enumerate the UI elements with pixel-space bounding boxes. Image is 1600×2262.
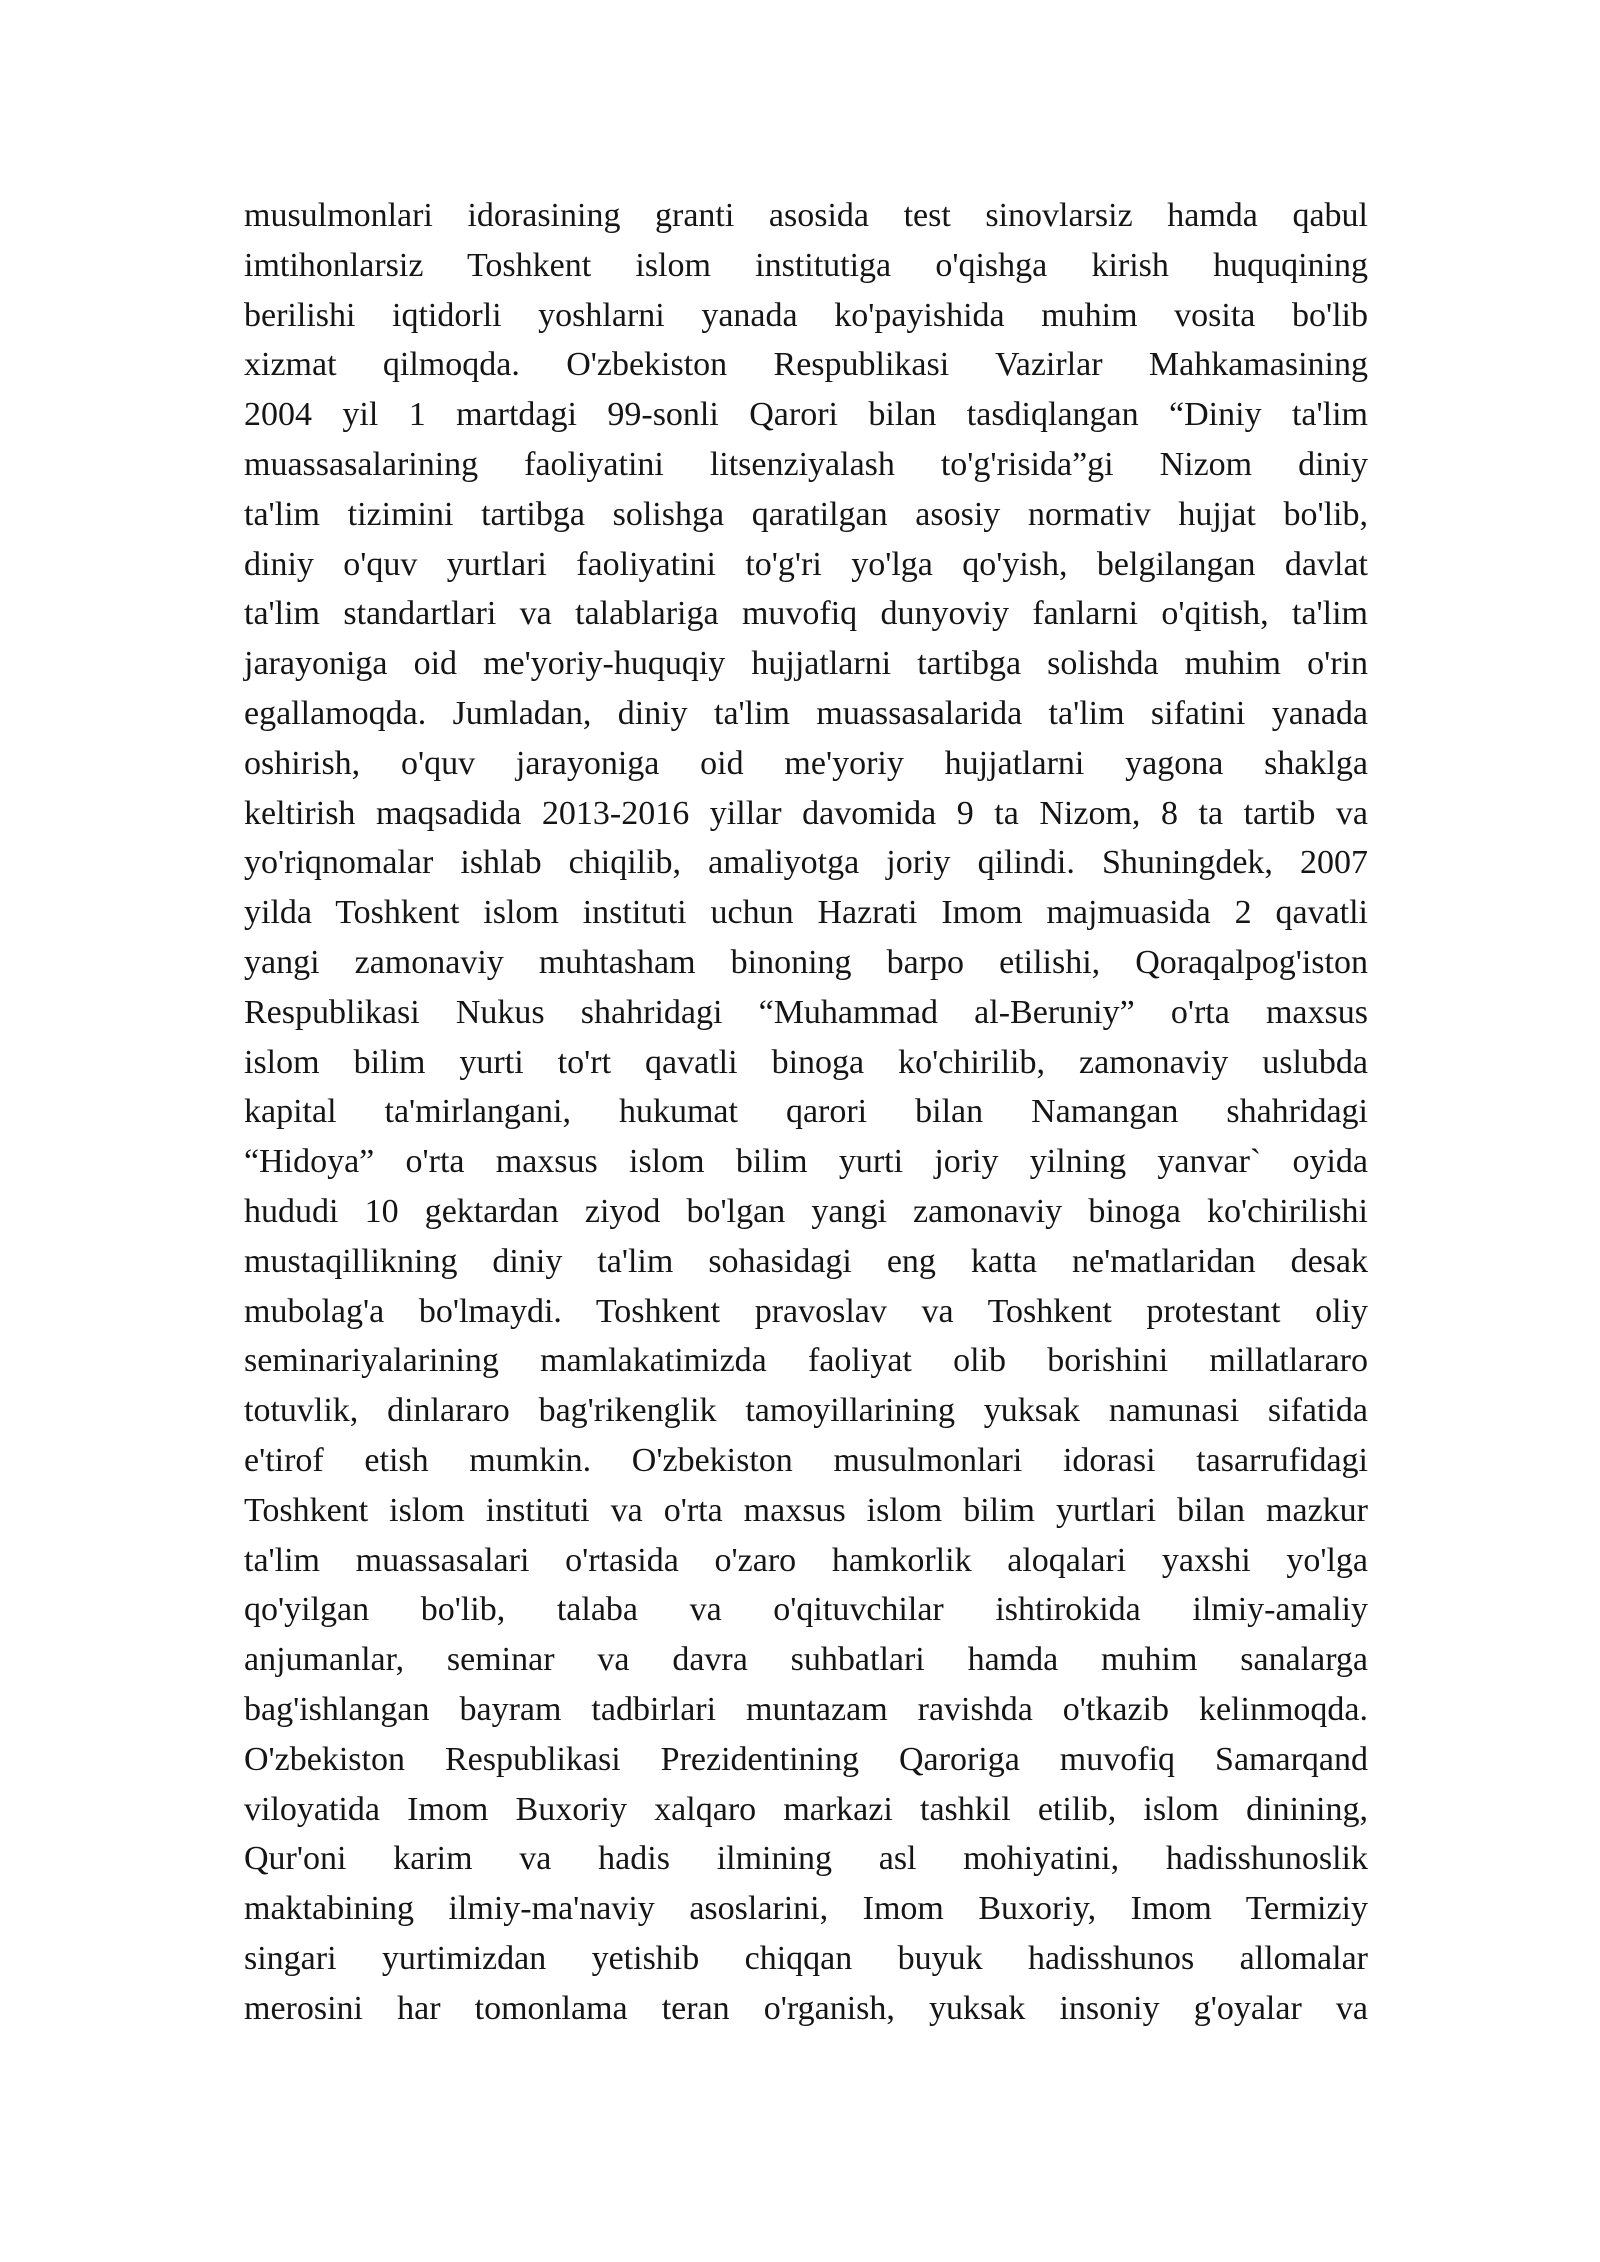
text-line: hududi 10 gektardan ziyod bo'lgan yangi zamonaviy binoga ko'chirilishi [244, 1192, 1368, 1230]
text-line: anjumanlar, seminar va davra suhbatlari hamda muhim sanalarga [244, 1641, 1368, 1679]
text-line: diniy o'quv yurtlari faoliyatini to'g'ri yo'lga qo'yish, belgilangan davlat [244, 545, 1368, 583]
text-line: Toshkent islom instituti va o'rta maxsus islom bilim yurtlari bilan mazkur [244, 1491, 1368, 1529]
text-line: Respublikasi Nukus shahridagi “Muhammad al-Beruniy” o'rta maxsus [244, 993, 1368, 1031]
text-line: musulmonlari idorasining granti asosida test sinovlarsiz hamda qabul [244, 197, 1368, 234]
text-line: imtihonlarsiz Toshkent islom institutiga o'qishga kirish huquqining [244, 246, 1368, 284]
body-text [244, 191, 1368, 2033]
text-line: muassasalarining faoliyatini litsenziyalash to'g'risida”gi Nizom diniy [244, 445, 1368, 483]
text-line: mustaqillikning diniy ta'lim sohasidagi eng katta ne'matlaridan desak [244, 1242, 1368, 1280]
text-line: singari yurtimizdan yetishib chiqqan buyuk hadisshunos allomalar [244, 1939, 1368, 1977]
text-line: oshirish, o'quv jarayoniga oid me'yoriy hujjatlarni yagona shaklga [244, 744, 1368, 782]
text-line: 2004 yil 1 martdagi 99-sonli Qarori bilan tasdiqlangan “Diniy ta'lim [244, 396, 1368, 434]
text-line: ta'lim standartlari va talablariga muvofiq dunyoviy fanlarni o'qitish, ta'lim [244, 595, 1368, 633]
text-line: kapital ta'mirlangani, hukumat qarori bilan Namangan shahridagi [244, 1093, 1368, 1131]
text-line: jarayoniga oid me'yoriy-huquqiy hujjatlarni tartibga solishda muhim o'rin [244, 645, 1368, 683]
text-line: qo'yilgan bo'lib, talaba va o'qituvchilar ishtirokida ilmiy-amaliy [244, 1591, 1368, 1629]
text-line: ta'lim muassasalari o'rtasida o'zaro hamkorlik aloqalari yaxshi yo'lga [244, 1541, 1368, 1579]
text-line: yangi zamonaviy muhtasham binoning barpo etilishi, Qoraqalpog'iston [244, 943, 1368, 981]
text-line: Qur'oni karim va hadis ilmining asl mohiyatini, hadisshunoslik [244, 1840, 1368, 1878]
text-line: bag'ishlangan bayram tadbirlari muntazam ravishda o'tkazib kelinmoqda. [244, 1690, 1368, 1728]
text-line: islom bilim yurti to'rt qavatli binoga ko'chirilib, zamonaviy uslubda [244, 1043, 1368, 1081]
text-line: totuvlik, dinlararo bag'rikenglik tamoyillarining yuksak namunasi sifatida [244, 1392, 1368, 1430]
text-line: viloyatida Imom Buxoriy xalqaro markazi tashkil etilib, islom dinining, [244, 1790, 1368, 1828]
text-line: xizmat qilmoqda. O'zbekiston Respublikasi Vazirlar Mahkamasining [244, 346, 1368, 384]
text-line: merosini har tomonlama teran o'rganish, yuksak insoniy g'oyalar va [244, 1989, 1368, 2027]
text-line: O'zbekiston Respublikasi Prezidentining Qaroriga muvofiq Samarqand [244, 1740, 1368, 1778]
text-line: maktabining ilmiy-ma'naviy asoslarini, Imom Buxoriy, Imom Termiziy [244, 1890, 1368, 1928]
text-line: seminariyalarining mamlakatimizda faoliyat olib borishini millatlararo [244, 1342, 1368, 1380]
text-line: “Hidoya” o'rta maxsus islom bilim yurti joriy yilning yanvar` oyida [244, 1143, 1368, 1181]
text-line: yilda Toshkent islom instituti uchun Hazrati Imom majmuasida 2 qavatli [244, 894, 1368, 932]
text-line: egallamoqda. Jumladan, diniy ta'lim muassasalarida ta'lim sifatini yanada [244, 694, 1368, 732]
text-line: ta'lim tizimini tartibga solishga qaratilgan asosiy normativ hujjat bo'lib, [244, 495, 1368, 533]
text-line: yo'riqnomalar ishlab chiqilib, amaliyotga joriy qilindi. Shuningdek, 2007 [244, 844, 1368, 882]
text-line: mubolag'a bo'lmaydi. Toshkent pravoslav va Toshkent protestant oliy [244, 1292, 1368, 1330]
text-line: e'tirof etish mumkin. O'zbekiston musulmonlari idorasi tasarrufidagi [244, 1441, 1368, 1479]
text-line: berilishi iqtidorli yoshlarni yanada ko'payishida muhim vosita bo'lib [244, 296, 1368, 334]
text-line: keltirish maqsadida 2013-2016 yillar davomida 9 ta Nizom, 8 ta tartib va [244, 794, 1368, 832]
